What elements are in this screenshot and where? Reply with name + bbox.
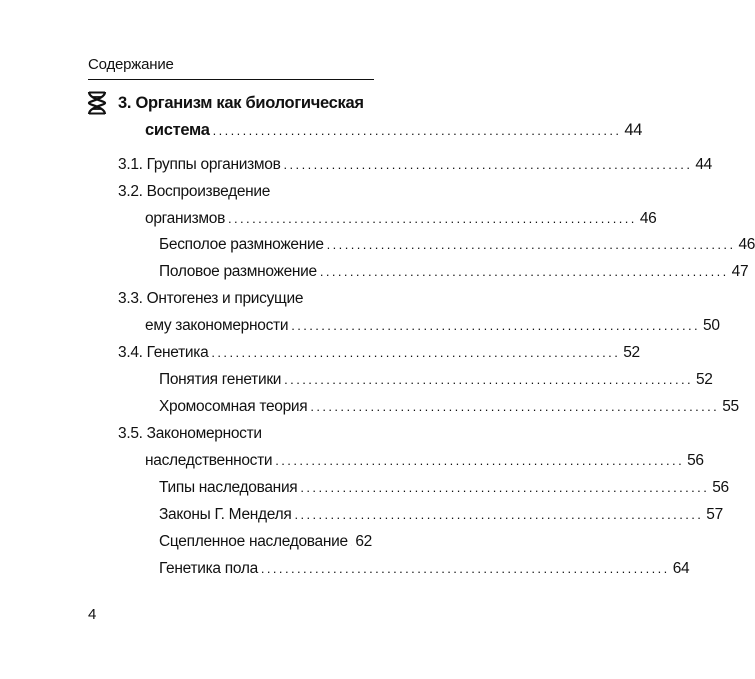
leader-dots: .................................................................... (211, 345, 621, 360)
chapter-page: 44 (624, 121, 643, 139)
toc-entry[interactable] (145, 452, 704, 470)
toc-entry[interactable] (159, 560, 690, 578)
leader-dots: .................................................................... (319, 264, 729, 279)
entry-page: 46 (639, 210, 657, 227)
toc-entry-line[interactable]: 3.2. Воспроизведение (118, 183, 271, 200)
toc-entry[interactable] (159, 263, 749, 281)
entry-page: 56 (687, 452, 704, 469)
header-rule (88, 79, 374, 80)
leader-dots: .................................................................... (310, 399, 720, 414)
toc-entry-line[interactable]: 3.3. Онтогенез и присущие (118, 290, 304, 307)
leader-dots (351, 533, 353, 551)
leader-dots: .................................................................... (212, 123, 622, 138)
leader-dots: .................................................................... (294, 507, 704, 522)
toc-entry[interactable] (145, 210, 657, 228)
entry-page: 47 (731, 263, 749, 280)
entry-label: 3.4. Генетика (118, 344, 209, 361)
page-number: 4 (88, 606, 97, 623)
entry-page: 55 (722, 398, 739, 415)
entry-page: 62 (355, 533, 372, 550)
entry-page: 46 (738, 236, 755, 253)
entry-label: наследственности (145, 452, 273, 469)
chapter-title-line2: система (145, 121, 210, 139)
entry-page: 50 (703, 317, 720, 334)
header-title: Содержание (88, 56, 174, 73)
entry-page: 57 (706, 506, 723, 523)
leader-dots: .................................................................... (284, 372, 693, 387)
leader-dots: .................................................................... (291, 318, 700, 333)
entry-page: 44 (695, 156, 712, 173)
toc-entry[interactable] (159, 533, 372, 551)
chapter-title-line1: 3. Организм как биологическая (118, 94, 364, 112)
entry-label: 3.1. Группы организмов (118, 156, 281, 173)
entry-label: Законы Г. Менделя (159, 506, 292, 523)
toc-entry[interactable] (159, 479, 729, 497)
toc-entry[interactable] (159, 371, 713, 389)
toc-entry-line[interactable]: 3.5. Закономерности (118, 425, 262, 442)
entry-label: Сцепленное наследование (159, 533, 348, 550)
toc-entry[interactable] (118, 344, 640, 362)
entry-page: 52 (623, 344, 640, 361)
entry-label: Половое размножение (159, 263, 317, 280)
entry-label: Понятия генетики (159, 371, 282, 388)
entry-label: Бесполое размножение (159, 236, 324, 253)
leader-dots: .................................................................... (283, 157, 693, 172)
toc-entry[interactable] (145, 317, 720, 335)
toc-entry[interactable] (159, 236, 755, 254)
entry-label: ему закономерности (145, 317, 289, 334)
leader-dots: .................................................................... (228, 211, 637, 226)
toc-entry[interactable] (159, 506, 723, 524)
entry-label: Типы наследования (159, 479, 298, 496)
entry-label: Хромосомная теория (159, 398, 308, 415)
toc-entry[interactable] (118, 156, 712, 174)
entry-page: 64 (672, 560, 690, 577)
entry-page: 56 (712, 479, 729, 496)
leader-dots: .................................................................... (300, 480, 710, 495)
leader-dots: .................................................................... (326, 237, 736, 252)
dna-icon (86, 90, 108, 116)
entry-label: Генетика пола (159, 560, 258, 577)
toc-entry-chapter[interactable] (145, 121, 643, 140)
toc-entry[interactable] (159, 398, 739, 416)
leader-dots: .................................................................... (275, 453, 685, 468)
entry-page: 52 (695, 371, 713, 388)
entry-label: организмов (145, 210, 226, 227)
leader-dots: .................................................................... (260, 561, 670, 576)
